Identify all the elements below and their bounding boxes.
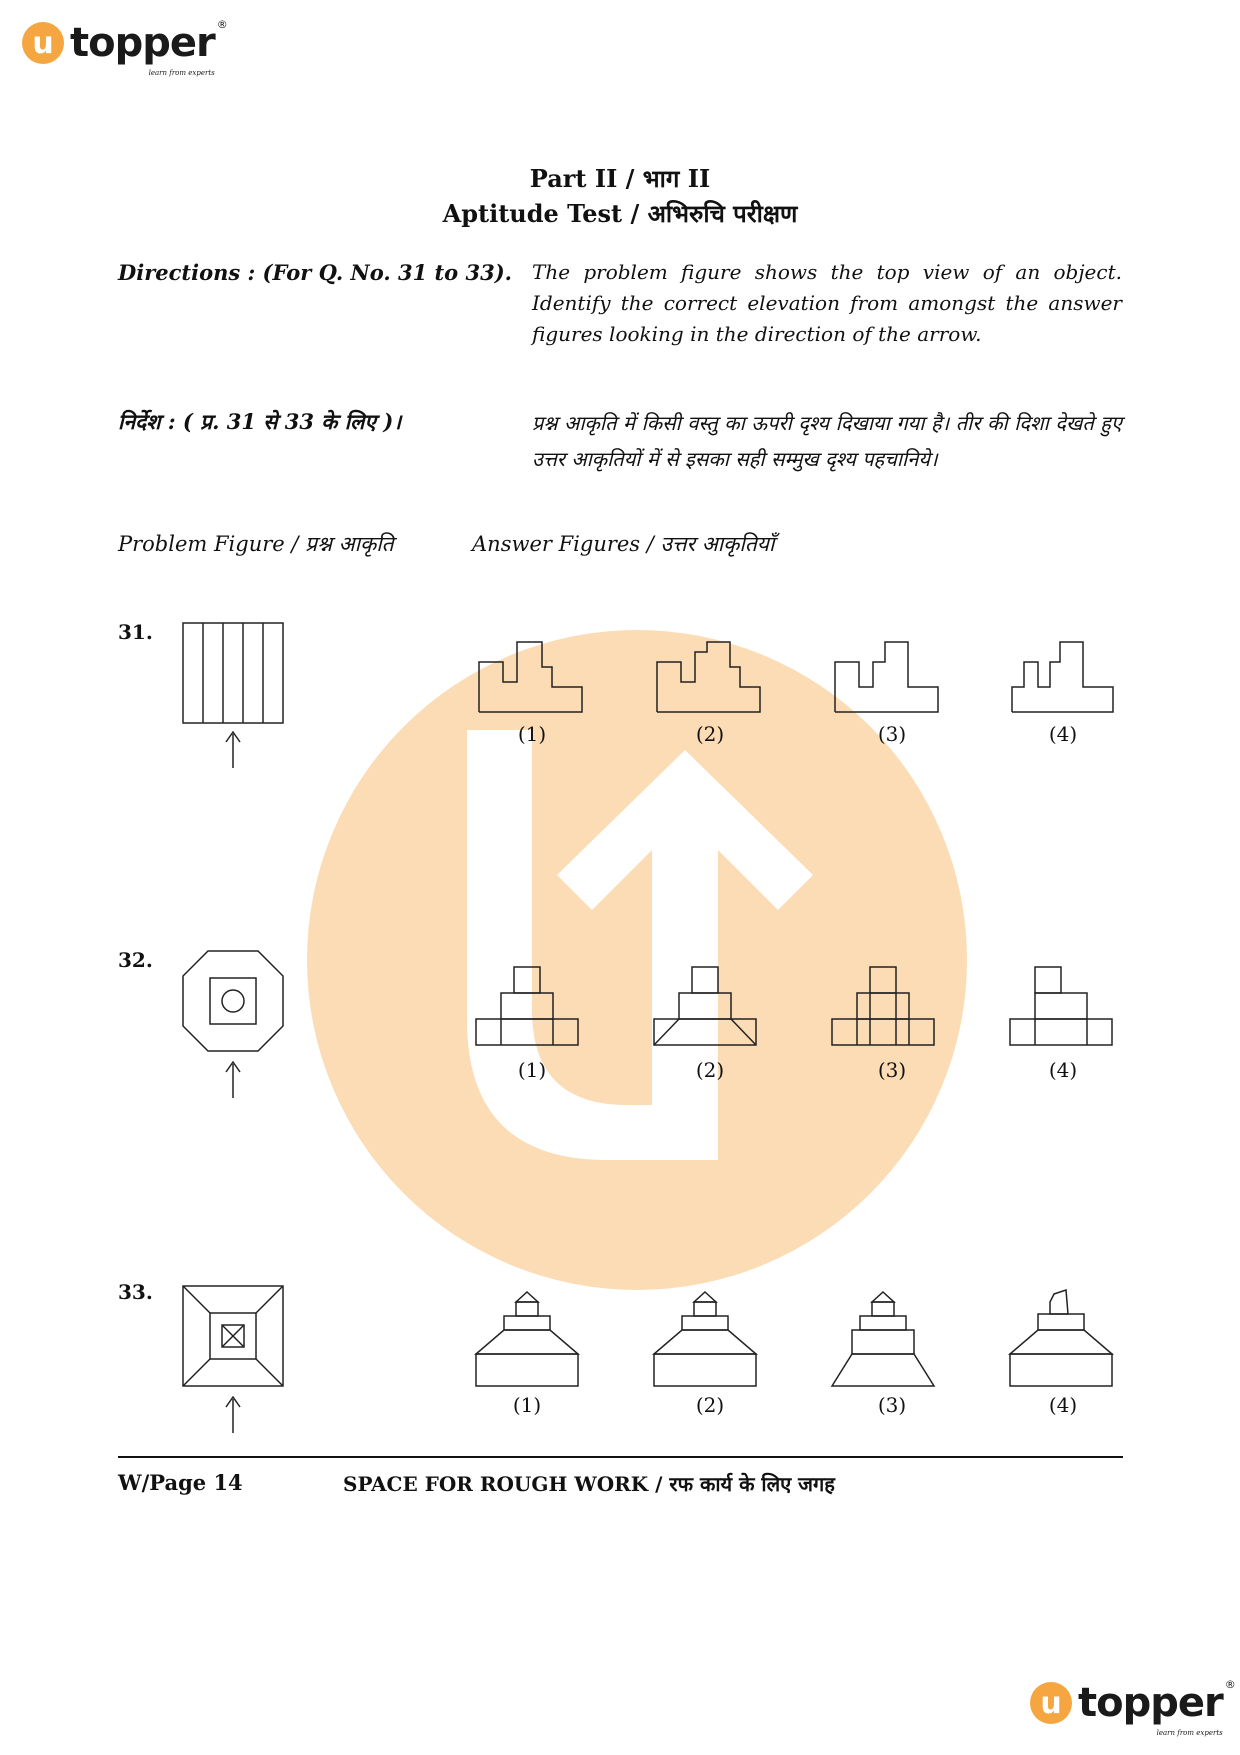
page-number: W/Page 14 <box>118 1470 243 1495</box>
option-label: (1) <box>517 722 547 746</box>
rough-work-label: SPACE FOR ROUGH WORK / रफ कार्य के लिए जगह <box>343 1472 835 1496</box>
test-title: Aptitude Test / अभिरुचि परीक्षण <box>442 199 798 228</box>
q31-option-3[interactable] <box>833 640 943 715</box>
brand-tagline: learn from experts <box>1156 1729 1223 1737</box>
q33-option-3[interactable] <box>830 1290 936 1388</box>
answer-figures-heading: Answer Figures / उत्तर आकृतियाँ <box>472 532 775 556</box>
question-number: 31. <box>118 620 153 644</box>
directions-text-hindi: प्रश्न आकृति में किसी वस्तु का ऊपरी दृश्य दिखाया गया है। तीर की दिशा देखते हुए उत्तर आकृतियों में से इसका सही सम्मुख दृश्य पहचानिये। <box>532 411 1122 471</box>
q31-option-2[interactable] <box>655 640 765 715</box>
directions-label: Directions : (For Q. No. 31 to 33). <box>118 260 512 285</box>
brand-tagline: learn from experts <box>148 69 215 77</box>
q33-option-4[interactable] <box>1008 1290 1114 1388</box>
q33-problem-figure <box>180 1283 290 1435</box>
option-label: (4) <box>1048 1058 1078 1082</box>
option-label: (2) <box>695 1058 725 1082</box>
q32-option-4[interactable] <box>1008 965 1114 1047</box>
q31-option-1[interactable] <box>477 640 587 715</box>
option-label: (3) <box>877 722 907 746</box>
footer-divider <box>118 1456 1123 1458</box>
option-label: (4) <box>1048 722 1078 746</box>
brand-name: topper <box>1078 1680 1223 1726</box>
option-label: (3) <box>877 1393 907 1417</box>
question-number: 33. <box>118 1280 153 1304</box>
option-label: (2) <box>695 722 725 746</box>
topper-logo-bottom: u topper ® learn from experts <box>1030 1682 1223 1724</box>
directions-label-hindi: निर्देश : ( प्र. 31 से 33 के लिए )। <box>118 409 402 434</box>
q33-option-1[interactable] <box>474 1290 580 1388</box>
topper-u-icon: u <box>1030 1682 1072 1724</box>
option-label: (1) <box>517 1058 547 1082</box>
q32-problem-figure <box>180 948 290 1100</box>
q32-option-2[interactable] <box>652 965 758 1047</box>
topper-u-icon: u <box>22 22 64 64</box>
q31-problem-figure <box>180 620 290 770</box>
q32-option-3[interactable] <box>830 965 936 1047</box>
option-label: (4) <box>1048 1393 1078 1417</box>
question-number: 32. <box>118 948 153 972</box>
q32-option-1[interactable] <box>474 965 580 1047</box>
directions-text: The problem figure shows the top view of an object. Identify the correct elevation from amongst the answer figures looking in the direction of the arrow. <box>532 260 1122 346</box>
brand-name: topper <box>70 20 215 66</box>
part-title: Part II / भाग II <box>529 164 711 193</box>
option-label: (1) <box>512 1393 542 1417</box>
option-label: (2) <box>695 1393 725 1417</box>
q33-option-2[interactable] <box>652 1290 758 1388</box>
q31-option-4[interactable] <box>1010 640 1120 715</box>
topper-logo-top: u topper ® learn from experts <box>22 22 215 64</box>
problem-figure-heading: Problem Figure / प्रश्न आकृति <box>118 532 394 556</box>
option-label: (3) <box>877 1058 907 1082</box>
